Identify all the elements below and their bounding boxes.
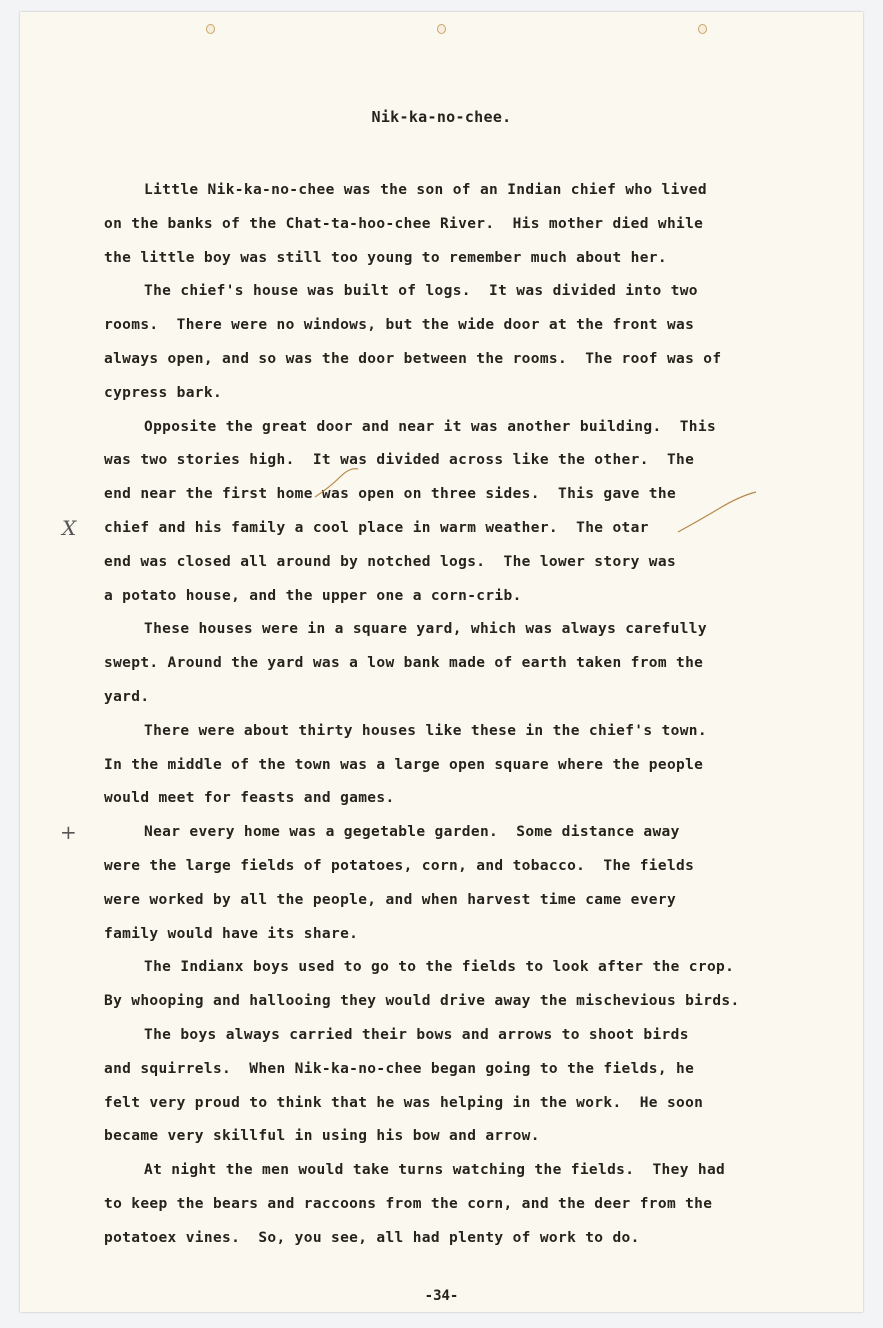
paragraph xyxy=(104,613,804,714)
text-line: on the banks of the Chat-ta-hoo-chee River. His mother died while xyxy=(104,215,704,232)
text-line: swept. Around the yard was a low bank made of earth taken from the xyxy=(104,655,704,672)
paragraph xyxy=(104,715,804,816)
text-line: rooms. There were no windows, but the wide door at the front was xyxy=(104,317,695,334)
text-line: There were about thirty houses like these in the chief's town. xyxy=(144,722,707,739)
document-body xyxy=(104,174,804,1256)
text-line: Opposite the great door and near it was another building. This xyxy=(144,418,717,435)
text-line: were the large fields of potatoes, corn, and tobacco. The fields xyxy=(104,857,695,874)
text-line: was two stories high. It was divided across like the other. The xyxy=(104,452,695,469)
text-line: The boys always carried their bows and arrows to shoot birds xyxy=(144,1026,689,1043)
text-line: chief and his family a cool place in warm weather. The otar xyxy=(104,519,649,536)
text-line: In the middle of the town was a large open square where the people xyxy=(104,756,704,773)
text-line: would meet for feasts and games. xyxy=(104,790,395,807)
punch-hole xyxy=(206,24,215,34)
margin-mark-x: X xyxy=(62,516,77,540)
text-line: a potato house, and the upper one a corn-crib. xyxy=(104,587,522,604)
punch-hole xyxy=(437,24,446,34)
page-number: -34- xyxy=(424,1288,459,1304)
text-line: became very skillful in using his bow and arrow. xyxy=(104,1128,540,1145)
text-line: Little Nik-ka-no-chee was the son of an Indian chief who lived xyxy=(144,182,707,198)
text-line: cypress bark. xyxy=(104,384,223,401)
text-line: to keep the bears and raccoons from the corn, and the deer from the xyxy=(104,1195,713,1212)
text-line: and squirrels. When Nik-ka-no-chee began going to the fields, he xyxy=(104,1060,695,1077)
text-line: yard. xyxy=(104,688,150,705)
paragraph xyxy=(104,951,804,1019)
paragraph xyxy=(104,1154,804,1255)
text-line: By whooping and hallooing they would drive away the mischevious birds. xyxy=(104,993,740,1010)
text-line: The chief's house was built of logs. It was divided into two xyxy=(144,283,698,300)
paragraph xyxy=(104,275,804,410)
page-title: Nik-ka-no-chee. xyxy=(371,108,512,126)
text-line: the little boy was still too young to remember much about her. xyxy=(104,249,667,266)
paragraph xyxy=(104,174,804,275)
text-line: These houses were in a square yard, which was always carefully xyxy=(144,621,707,638)
document-page xyxy=(20,12,863,1312)
pencil-correction-mark xyxy=(310,467,370,507)
text-line: end near the first home was open on three sides. This gave the xyxy=(104,486,677,503)
text-line: Near every home was a gegetable garden. Some distance away xyxy=(144,824,680,841)
margin-mark-plus: + xyxy=(60,820,77,844)
text-line: end was closed all around by notched logs. The lower story was xyxy=(104,553,677,570)
text-line: always open, and so was the door between the rooms. The roof was of xyxy=(104,350,722,367)
text-line: family would have its share. xyxy=(104,925,359,942)
paragraph xyxy=(104,816,804,951)
text-line: At night the men would take turns watching the fields. They had xyxy=(144,1162,726,1179)
text-line: potatoex vines. So, you see, all had plenty of work to do. xyxy=(104,1229,640,1246)
paragraph xyxy=(104,1019,804,1154)
text-line: were worked by all the people, and when harvest time came every xyxy=(104,891,677,908)
text-line: felt very proud to think that he was helping in the work. He soon xyxy=(104,1094,704,1111)
punch-hole xyxy=(698,24,707,34)
pencil-correction-mark xyxy=(670,490,760,540)
text-line: The Indianx boys used to go to the fields to look after the crop. xyxy=(144,959,735,976)
